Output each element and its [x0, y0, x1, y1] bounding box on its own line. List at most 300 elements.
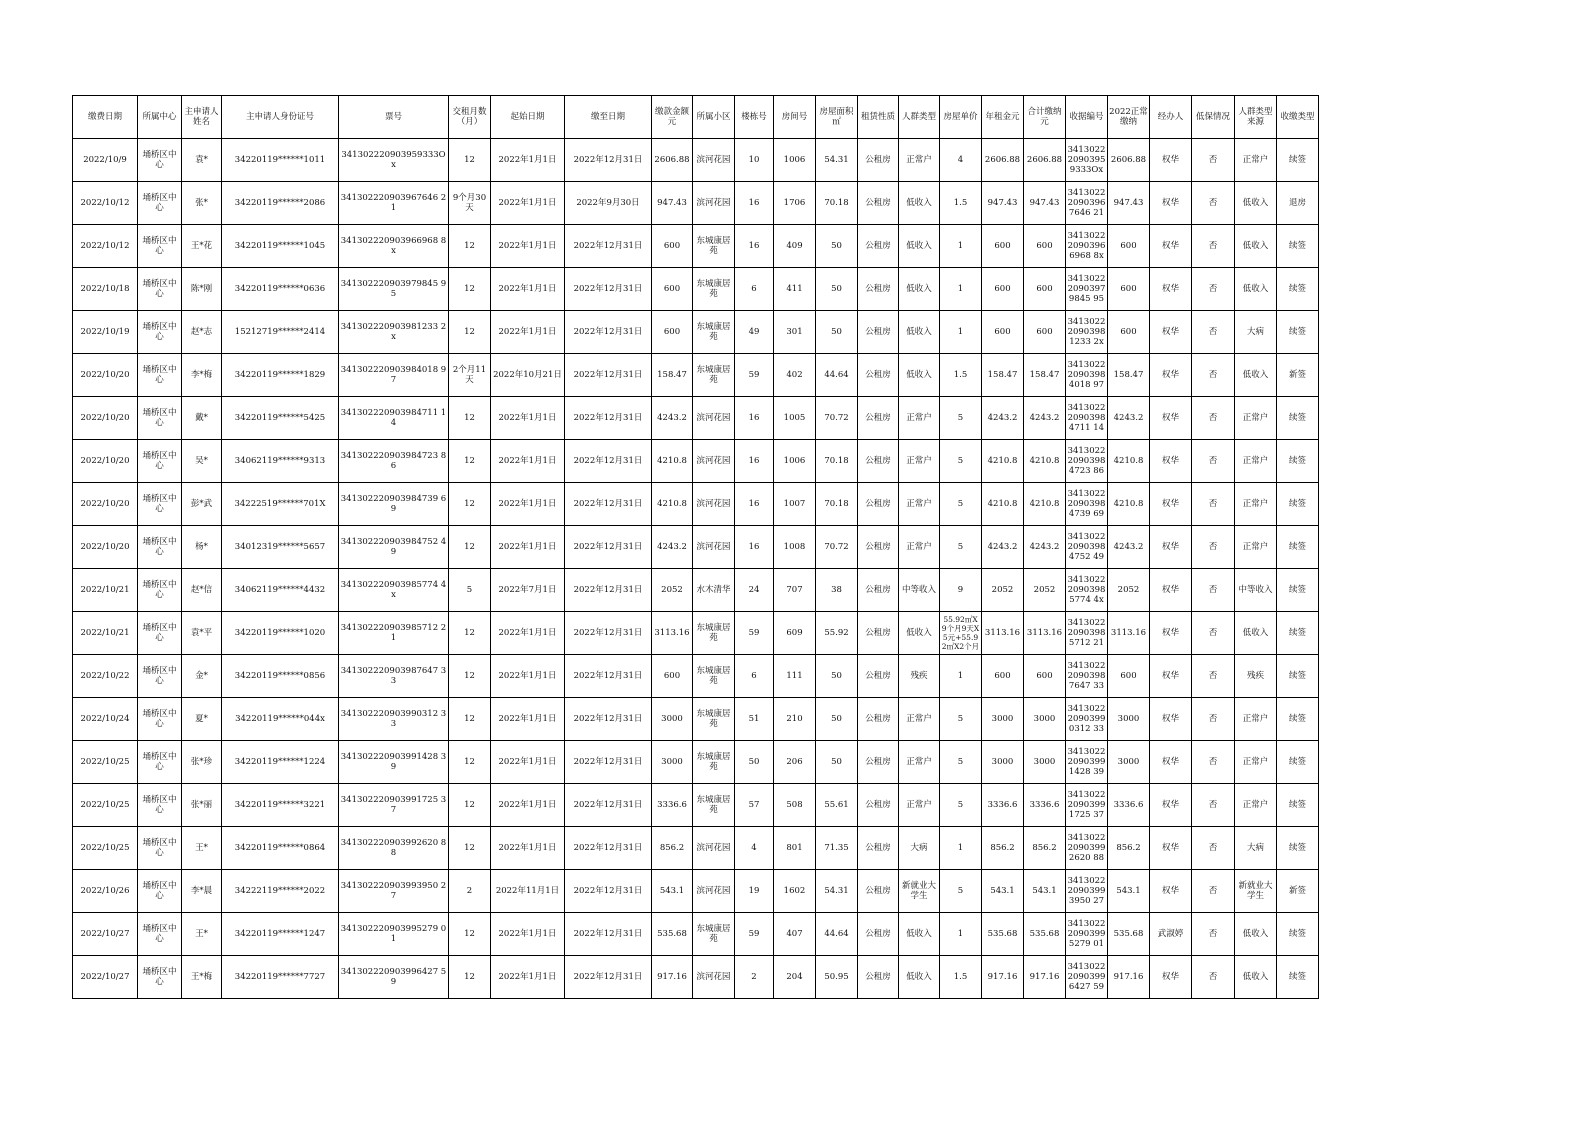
table-cell: 856.2 [1108, 827, 1150, 870]
table-cell: 34220119******3221 [222, 784, 339, 827]
table-row [73, 827, 1319, 870]
table-cell: 543.1 [982, 870, 1024, 913]
table-cell: 4210.8 [982, 440, 1024, 483]
table-cell: 埇桥区中心 [138, 268, 182, 311]
table-cell: 341302220903967646 21 [339, 182, 449, 225]
table-cell: 341302220903987647 33 [339, 655, 449, 698]
table-cell: 埇桥区中心 [138, 827, 182, 870]
table-cell: 2022年1月1日 [491, 784, 565, 827]
table-cell: 续签 [1277, 225, 1319, 268]
table-cell: 低收入 [899, 612, 940, 655]
table-cell: 2 [735, 956, 774, 999]
table-cell: 3113.16 [982, 612, 1024, 655]
table-cell: 公租房 [858, 483, 899, 526]
table-cell: 正常户 [899, 483, 940, 526]
column-header: 票号 [339, 96, 449, 139]
table-cell: 6 [735, 655, 774, 698]
table-cell: 50 [735, 741, 774, 784]
table-cell: 158.47 [1108, 354, 1150, 397]
table-cell: 2022/10/12 [73, 225, 138, 268]
table-cell: 东城康居苑 [693, 311, 735, 354]
table-cell: 341302220903981233 2x [1066, 311, 1108, 354]
table-cell: 55.92㎡X9个月9天X5元+55.92㎡X2个月 [940, 612, 982, 655]
table-cell: 续签 [1277, 741, 1319, 784]
column-header: 缴至日期 [565, 96, 652, 139]
table-cell: 否 [1192, 311, 1235, 354]
table-cell: 2022年12月31日 [565, 870, 652, 913]
column-header: 主申请人姓名 [182, 96, 222, 139]
table-cell: 2022年12月31日 [565, 440, 652, 483]
table-cell: 埇桥区中心 [138, 182, 182, 225]
table-cell: 341302220903984739 69 [1066, 483, 1108, 526]
table-cell: 411 [774, 268, 816, 311]
table-cell: 2022/10/27 [73, 956, 138, 999]
table-cell: 50 [816, 741, 858, 784]
table-cell: 2052 [1108, 569, 1150, 612]
table-cell: 3000 [1024, 698, 1066, 741]
table-cell: 54.31 [816, 870, 858, 913]
table-cell: 38 [816, 569, 858, 612]
table-cell: 公租房 [858, 182, 899, 225]
table-cell: 16 [735, 440, 774, 483]
table-cell: 低收入 [899, 268, 940, 311]
table-cell: 埇桥区中心 [138, 741, 182, 784]
table-cell: 2022年12月31日 [565, 784, 652, 827]
table-cell: 1 [940, 311, 982, 354]
table-cell: 917.16 [982, 956, 1024, 999]
table-cell: 否 [1192, 612, 1235, 655]
table-row [73, 182, 1319, 225]
table-cell: 2022/10/24 [73, 698, 138, 741]
table-cell: 341302220903991428 39 [339, 741, 449, 784]
table-cell: 5 [449, 569, 491, 612]
table-row [73, 440, 1319, 483]
table-cell: 1 [940, 655, 982, 698]
column-header: 缴款金额元 [652, 96, 693, 139]
table-cell: 856.2 [982, 827, 1024, 870]
table-cell: 34220119******7727 [222, 956, 339, 999]
table-cell: 东城康居苑 [693, 698, 735, 741]
table-cell: 2022/10/20 [73, 483, 138, 526]
table-cell: 2022/10/20 [73, 354, 138, 397]
table-cell: 公租房 [858, 956, 899, 999]
table-cell: 否 [1192, 182, 1235, 225]
table-cell: 埇桥区中心 [138, 526, 182, 569]
table-cell: 70.72 [816, 397, 858, 440]
table-cell: 2022年12月31日 [565, 956, 652, 999]
column-header: 楼栋号 [735, 96, 774, 139]
table-cell: 111 [774, 655, 816, 698]
table-row [73, 526, 1319, 569]
table-cell: 3000 [652, 698, 693, 741]
table-cell: 2022年12月31日 [565, 526, 652, 569]
table-cell: 2022年1月1日 [491, 741, 565, 784]
table-cell: 权华 [1150, 784, 1192, 827]
table-cell: 600 [1108, 655, 1150, 698]
table-cell: 低收入 [899, 311, 940, 354]
table-cell: 2022年1月1日 [491, 440, 565, 483]
table-cell: 4243.2 [652, 397, 693, 440]
table-cell: 李*梅 [182, 354, 222, 397]
table-cell: 赵*信 [182, 569, 222, 612]
table-cell: 2022年12月31日 [565, 139, 652, 182]
table-cell: 残疾 [1235, 655, 1277, 698]
table-cell: 2022年1月1日 [491, 225, 565, 268]
table-cell: 801 [774, 827, 816, 870]
table-cell: 2052 [652, 569, 693, 612]
table-cell: 低收入 [1235, 913, 1277, 956]
table-cell: 55.92 [816, 612, 858, 655]
table-cell: 34220119******1224 [222, 741, 339, 784]
table-cell: 4243.2 [1024, 526, 1066, 569]
table-cell: 341302220903967646 21 [1066, 182, 1108, 225]
table-cell: 2022/10/9 [73, 139, 138, 182]
table-cell: 2 [449, 870, 491, 913]
table-cell: 341302220903979845 95 [339, 268, 449, 311]
table-cell: 341302220903995279 01 [339, 913, 449, 956]
table-cell: 341302220903996427 59 [339, 956, 449, 999]
table-cell: 12 [449, 268, 491, 311]
table-cell: 5 [940, 526, 982, 569]
table-cell: 否 [1192, 225, 1235, 268]
table-cell: 51 [735, 698, 774, 741]
table-cell: 张* [182, 182, 222, 225]
column-header: 合计缴纳元 [1024, 96, 1066, 139]
table-cell: 4243.2 [1024, 397, 1066, 440]
table-row [73, 741, 1319, 784]
table-cell: 正常户 [899, 698, 940, 741]
table-cell: 5 [940, 483, 982, 526]
table-cell: 2022年1月1日 [491, 655, 565, 698]
table-cell: 34220119******1020 [222, 612, 339, 655]
table-cell: 341302220903995279 01 [1066, 913, 1108, 956]
table-cell: 3336.6 [1024, 784, 1066, 827]
table-cell: 低收入 [1235, 182, 1277, 225]
table-cell: 44.64 [816, 913, 858, 956]
table-cell: 12 [449, 440, 491, 483]
table-cell: 2022年1月1日 [491, 698, 565, 741]
table-cell: 王* [182, 913, 222, 956]
table-cell: 正常户 [1235, 397, 1277, 440]
table-cell: 3000 [982, 698, 1024, 741]
table-row [73, 784, 1319, 827]
table-cell: 正常户 [1235, 698, 1277, 741]
table-cell: 否 [1192, 698, 1235, 741]
table-cell: 6 [735, 268, 774, 311]
table-cell: 金* [182, 655, 222, 698]
table-cell: 4210.8 [1108, 483, 1150, 526]
table-row [73, 354, 1319, 397]
table-cell: 权华 [1150, 827, 1192, 870]
column-header: 收缴类型 [1277, 96, 1319, 139]
table-cell: 2022年12月31日 [565, 268, 652, 311]
table-cell: 600 [1024, 311, 1066, 354]
table-cell: 埇桥区中心 [138, 698, 182, 741]
table-cell: 2022年1月1日 [491, 526, 565, 569]
table-cell: 大病 [899, 827, 940, 870]
table-cell: 低收入 [1235, 225, 1277, 268]
table-cell: 341302220903984739 69 [339, 483, 449, 526]
table-cell: 301 [774, 311, 816, 354]
table-cell: 947.43 [982, 182, 1024, 225]
table-cell: 4210.8 [1108, 440, 1150, 483]
table-cell: 543.1 [1108, 870, 1150, 913]
table-cell: 2022年12月31日 [565, 913, 652, 956]
table-cell: 856.2 [1024, 827, 1066, 870]
table-cell: 否 [1192, 827, 1235, 870]
table-cell: 2022年12月31日 [565, 827, 652, 870]
table-cell: 2022年1月1日 [491, 397, 565, 440]
table-cell: 600 [1024, 655, 1066, 698]
table-cell: 东城康居苑 [693, 741, 735, 784]
table-cell: 2022/10/19 [73, 311, 138, 354]
table-cell: 535.68 [1108, 913, 1150, 956]
table-cell: 新签 [1277, 870, 1319, 913]
column-header: 经办人 [1150, 96, 1192, 139]
table-cell: 公租房 [858, 913, 899, 956]
table-cell: 否 [1192, 956, 1235, 999]
table-cell: 3113.16 [1024, 612, 1066, 655]
column-header: 所属小区 [693, 96, 735, 139]
table-cell: 续签 [1277, 397, 1319, 440]
table-cell: 59 [735, 913, 774, 956]
column-header: 人群类型 [899, 96, 940, 139]
table-cell: 1.5 [940, 956, 982, 999]
table-cell: 2022年12月31日 [565, 311, 652, 354]
table-cell: 341302220903991725 37 [1066, 784, 1108, 827]
column-header: 收据编号 [1066, 96, 1108, 139]
table-cell: 2022/10/12 [73, 182, 138, 225]
table-cell: 水木清华 [693, 569, 735, 612]
table-cell: 19 [735, 870, 774, 913]
column-header: 租赁性质 [858, 96, 899, 139]
table-cell: 341302220903996427 59 [1066, 956, 1108, 999]
table-cell: 34012319******5657 [222, 526, 339, 569]
table-cell: 权华 [1150, 397, 1192, 440]
table-cell: 341302220903959333Ox [1066, 139, 1108, 182]
table-cell: 16 [735, 397, 774, 440]
table-cell: 2022年1月1日 [491, 182, 565, 225]
table-cell: 341302220903985774 4x [1066, 569, 1108, 612]
table-cell: 吴* [182, 440, 222, 483]
table-cell: 赵*志 [182, 311, 222, 354]
table-cell: 1006 [774, 440, 816, 483]
table-cell: 2606.88 [1024, 139, 1066, 182]
table-cell: 16 [735, 182, 774, 225]
table-cell: 2022年12月31日 [565, 483, 652, 526]
table-cell: 正常户 [1235, 741, 1277, 784]
table-cell: 341302220903984723 86 [1066, 440, 1108, 483]
table-cell: 71.35 [816, 827, 858, 870]
table-cell: 权华 [1150, 440, 1192, 483]
table-cell: 59 [735, 612, 774, 655]
table-cell: 2606.88 [982, 139, 1024, 182]
table-cell: 600 [982, 311, 1024, 354]
table-cell: 409 [774, 225, 816, 268]
table-cell: 王*花 [182, 225, 222, 268]
table-cell: 206 [774, 741, 816, 784]
table-cell: 东城康居苑 [693, 354, 735, 397]
table-cell: 续签 [1277, 526, 1319, 569]
table-cell: 5 [940, 440, 982, 483]
table-cell: 341302220903984018 97 [1066, 354, 1108, 397]
payment-records-table [72, 95, 1319, 999]
table-cell: 5 [940, 741, 982, 784]
table-cell: 4210.8 [1024, 483, 1066, 526]
table-cell: 341302220903991428 39 [1066, 741, 1108, 784]
table-cell: 王* [182, 827, 222, 870]
table-cell: 正常户 [899, 784, 940, 827]
table-cell: 否 [1192, 440, 1235, 483]
table-cell: 341302220903987647 33 [1066, 655, 1108, 698]
table-cell: 彭*武 [182, 483, 222, 526]
table-cell: 34220119******1247 [222, 913, 339, 956]
table-cell: 600 [652, 311, 693, 354]
column-header: 所属中心 [138, 96, 182, 139]
table-cell: 2022年12月31日 [565, 698, 652, 741]
table-cell: 3113.16 [652, 612, 693, 655]
table-cell: 埇桥区中心 [138, 870, 182, 913]
table-cell: 公租房 [858, 698, 899, 741]
table-cell: 权华 [1150, 741, 1192, 784]
table-cell: 续签 [1277, 784, 1319, 827]
table-cell: 12 [449, 784, 491, 827]
table-cell: 5 [940, 784, 982, 827]
table-cell: 2022/10/25 [73, 827, 138, 870]
table-cell: 公租房 [858, 440, 899, 483]
table-cell: 210 [774, 698, 816, 741]
table-cell: 正常户 [1235, 784, 1277, 827]
table-cell: 否 [1192, 526, 1235, 569]
table-cell: 正常户 [1235, 139, 1277, 182]
table-cell: 2606.88 [1108, 139, 1150, 182]
table-cell: 2606.88 [652, 139, 693, 182]
table-cell: 3336.6 [1108, 784, 1150, 827]
column-header: 房屋单价 [940, 96, 982, 139]
table-cell: 3000 [1108, 698, 1150, 741]
table-cell: 4 [940, 139, 982, 182]
table-cell: 残疾 [899, 655, 940, 698]
table-cell: 埇桥区中心 [138, 397, 182, 440]
table-cell: 2022年12月31日 [565, 397, 652, 440]
table-cell: 5 [940, 698, 982, 741]
table-cell: 9个月30天 [449, 182, 491, 225]
table-cell: 3113.16 [1108, 612, 1150, 655]
table-cell: 权华 [1150, 311, 1192, 354]
table-cell: 续签 [1277, 139, 1319, 182]
table-cell: 2022年1月1日 [491, 612, 565, 655]
table-cell: 204 [774, 956, 816, 999]
table-cell: 权华 [1150, 569, 1192, 612]
table-cell: 4210.8 [652, 483, 693, 526]
table-cell: 3000 [1024, 741, 1066, 784]
table-cell: 3336.6 [982, 784, 1024, 827]
table-cell: 341302220903992620 88 [339, 827, 449, 870]
table-cell: 权华 [1150, 698, 1192, 741]
table-cell: 低收入 [1235, 612, 1277, 655]
table-cell: 34220119******0864 [222, 827, 339, 870]
table-cell: 12 [449, 139, 491, 182]
table-cell: 4210.8 [1024, 440, 1066, 483]
table-cell: 12 [449, 311, 491, 354]
table-cell: 4210.8 [652, 440, 693, 483]
table-row [73, 569, 1319, 612]
table-cell: 4243.2 [652, 526, 693, 569]
table-cell: 12 [449, 397, 491, 440]
table-cell: 埇桥区中心 [138, 784, 182, 827]
table-cell: 341302220903984018 97 [339, 354, 449, 397]
table-cell: 滨河花园 [693, 139, 735, 182]
table-cell: 新就业大学生 [1235, 870, 1277, 913]
table-cell: 50 [816, 698, 858, 741]
table-cell: 张*丽 [182, 784, 222, 827]
column-header: 起始日期 [491, 96, 565, 139]
table-cell: 341302220903985774 4x [339, 569, 449, 612]
table-cell: 34222519******701X [222, 483, 339, 526]
table-cell: 1007 [774, 483, 816, 526]
table-cell: 12 [449, 225, 491, 268]
table-cell: 12 [449, 483, 491, 526]
table-cell: 低收入 [1235, 956, 1277, 999]
table-cell: 50 [816, 225, 858, 268]
table-cell: 341302220903984752 49 [1066, 526, 1108, 569]
table-cell: 2052 [1024, 569, 1066, 612]
table-cell: 公租房 [858, 311, 899, 354]
table-cell: 2022年1月1日 [491, 139, 565, 182]
table-cell: 东城康居苑 [693, 655, 735, 698]
table-cell: 2022/10/21 [73, 569, 138, 612]
column-header: 缴费日期 [73, 96, 138, 139]
table-cell: 陈*刚 [182, 268, 222, 311]
table-cell: 55.61 [816, 784, 858, 827]
table-cell: 1602 [774, 870, 816, 913]
table-cell: 600 [982, 268, 1024, 311]
table-cell: 低收入 [1235, 268, 1277, 311]
table-cell: 公租房 [858, 741, 899, 784]
table-cell: 4210.8 [982, 483, 1024, 526]
table-cell: 东城康居苑 [693, 612, 735, 655]
table-cell: 否 [1192, 913, 1235, 956]
table-cell: 70.18 [816, 440, 858, 483]
table-row [73, 483, 1319, 526]
table-cell: 权华 [1150, 139, 1192, 182]
table-cell: 公租房 [858, 139, 899, 182]
column-header: 年租金元 [982, 96, 1024, 139]
column-header: 房屋面积㎡ [816, 96, 858, 139]
table-row [73, 139, 1319, 182]
table-cell: 4243.2 [982, 526, 1024, 569]
table-cell: 公租房 [858, 870, 899, 913]
table-cell: 543.1 [1024, 870, 1066, 913]
table-cell: 杨* [182, 526, 222, 569]
table-cell: 34062119******4432 [222, 569, 339, 612]
table-cell: 2022/10/21 [73, 612, 138, 655]
table-cell: 341302220903993950 27 [339, 870, 449, 913]
table-cell: 2022年1月1日 [491, 311, 565, 354]
table-cell: 否 [1192, 268, 1235, 311]
table-cell: 东城康居苑 [693, 784, 735, 827]
table-cell: 947.43 [652, 182, 693, 225]
table-cell: 否 [1192, 784, 1235, 827]
table-cell: 公租房 [858, 655, 899, 698]
table-cell: 341302220903981233 2x [339, 311, 449, 354]
table-cell: 341302220903985712 21 [339, 612, 449, 655]
table-cell: 权华 [1150, 182, 1192, 225]
column-header: 房间号 [774, 96, 816, 139]
table-cell: 权华 [1150, 483, 1192, 526]
table-cell: 公租房 [858, 784, 899, 827]
table-cell: 12 [449, 741, 491, 784]
